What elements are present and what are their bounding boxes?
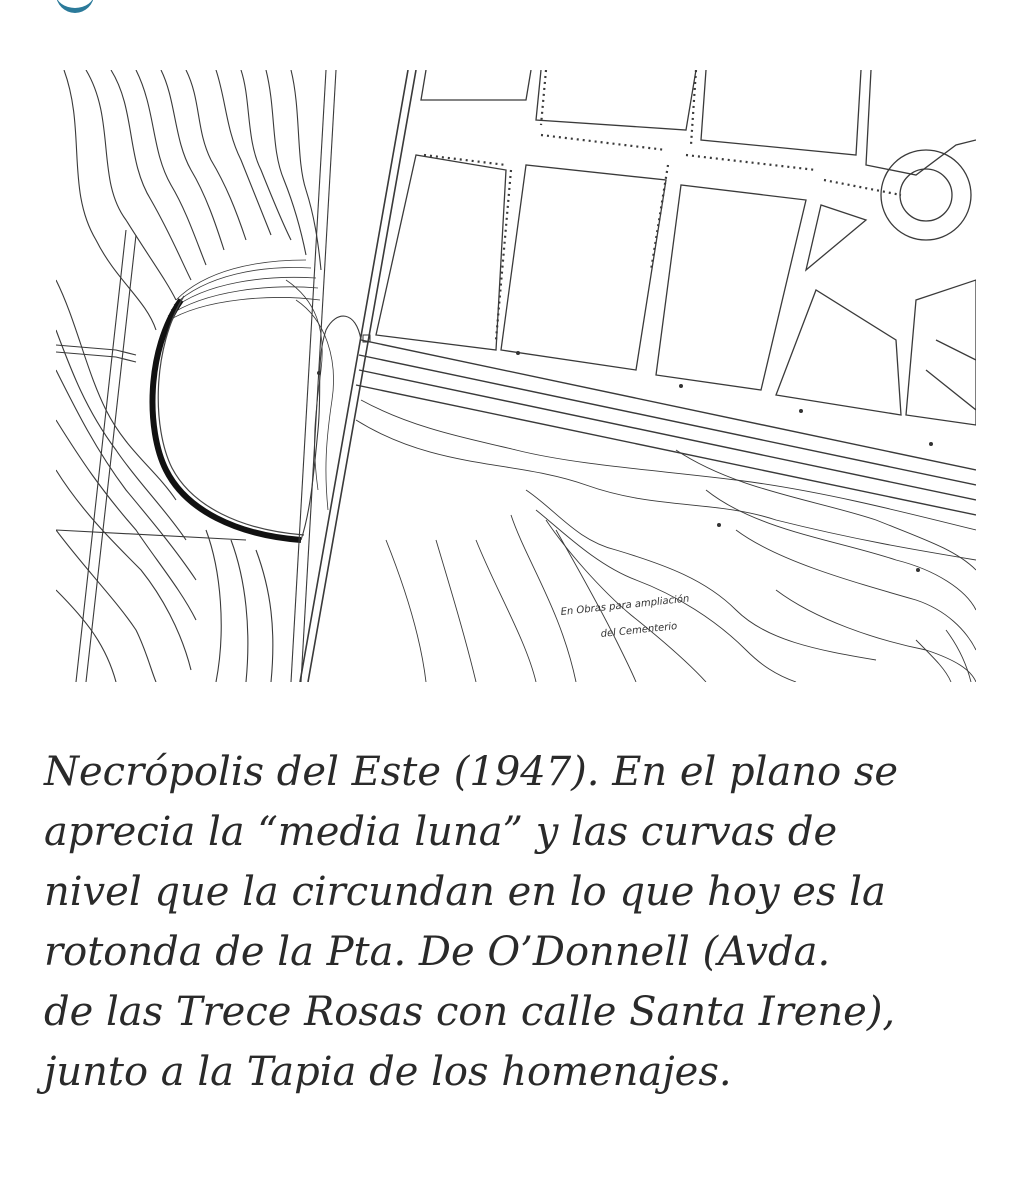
half-moon-outline [152, 300, 301, 540]
caption-line: nivel que la circundan en lo que hoy es la [44, 869, 886, 915]
historic-map-plan [56, 70, 976, 682]
caption-line: junto a la Tapia de los homenajes. [44, 1049, 732, 1095]
map-markers [317, 335, 933, 572]
caption-line: aprecia la “media luna” y las curvas de [44, 809, 838, 855]
avenue-horizontal [356, 340, 976, 515]
map-label-obras-line1: En Obras para ampliación [560, 593, 690, 618]
top-accent-mark [56, 0, 94, 13]
map-label-obras-line2: del Cementerio [600, 621, 678, 640]
caption-line: Necrópolis del Este (1947). En el plano se [44, 749, 899, 795]
caption-line: de las Trece Rosas con calle Santa Irene), [44, 989, 896, 1035]
figure-caption [44, 742, 1004, 1102]
contour-lines-south [356, 400, 976, 682]
city-blocks [376, 70, 976, 425]
road-west-boundary [291, 70, 416, 682]
historic-map-figure [56, 70, 976, 682]
caption-line: rotonda de la Pta. De O’Donnell (Avda. [44, 929, 831, 975]
